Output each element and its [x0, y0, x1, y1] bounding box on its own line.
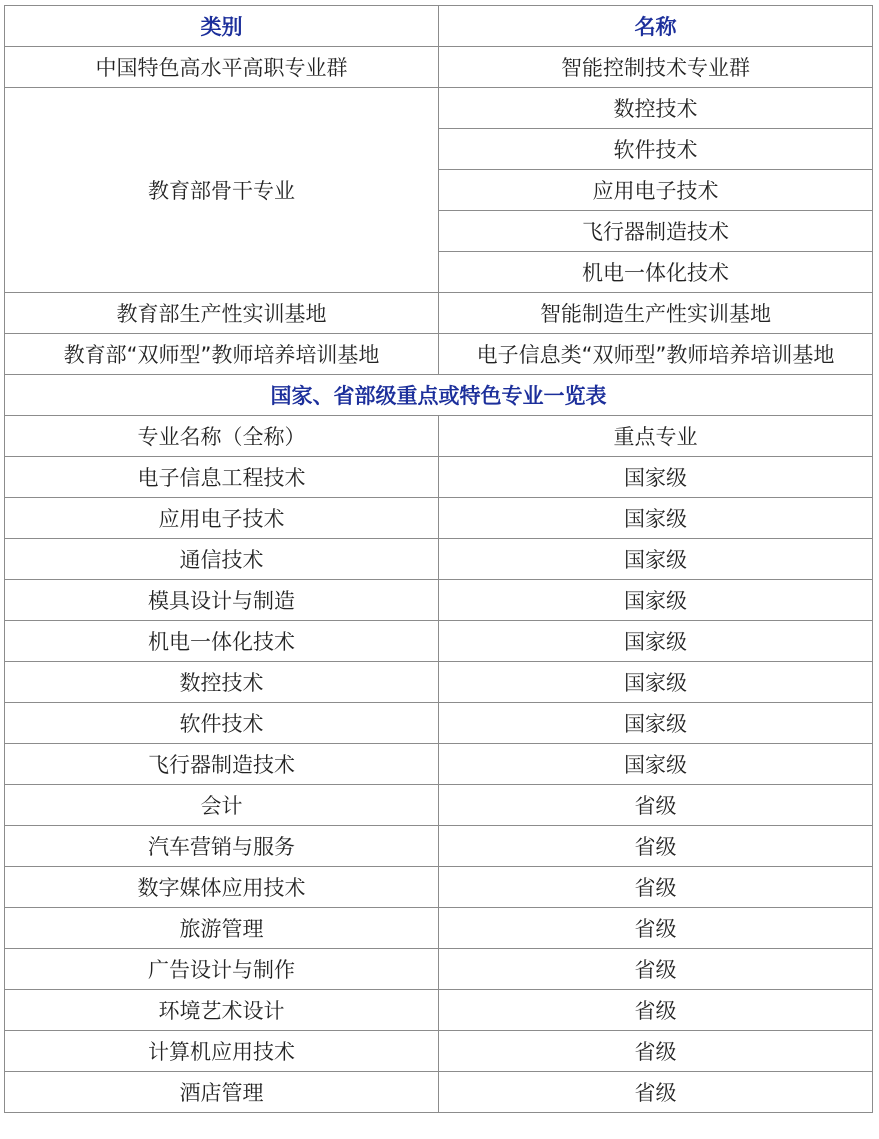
major-level-cell: 国家级 [439, 744, 873, 785]
major-level-cell: 省级 [439, 1072, 873, 1113]
table-row [5, 949, 873, 990]
major-name-cell: 计算机应用技术 [5, 1031, 439, 1072]
table-row [5, 293, 873, 334]
table-row [5, 88, 873, 129]
major-level-cell: 国家级 [439, 498, 873, 539]
table-row [5, 826, 873, 867]
major-level-cell: 省级 [439, 826, 873, 867]
header-row [5, 6, 873, 47]
major-level-cell: 省级 [439, 867, 873, 908]
table-row [5, 1072, 873, 1113]
table-row [5, 703, 873, 744]
table-row [5, 580, 873, 621]
section-title: 国家、省部级重点或特色专业一览表 [5, 375, 873, 416]
major-level-cell: 省级 [439, 949, 873, 990]
table-row [5, 990, 873, 1031]
category-cell: 教育部生产性实训基地 [5, 293, 439, 334]
header-category: 类别 [5, 6, 439, 47]
major-level-cell: 国家级 [439, 703, 873, 744]
major-name-cell: 旅游管理 [5, 908, 439, 949]
table-row [5, 498, 873, 539]
section-title-row [5, 375, 873, 416]
category-cell: 中国特色高水平高职专业群 [5, 47, 439, 88]
major-level-cell: 国家级 [439, 457, 873, 498]
major-name-cell: 通信技术 [5, 539, 439, 580]
major-name-cell: 数控技术 [5, 662, 439, 703]
table-row [5, 1031, 873, 1072]
major-name-cell: 酒店管理 [5, 1072, 439, 1113]
name-cell: 机电一体化技术 [439, 252, 873, 293]
table-row [5, 621, 873, 662]
major-name-cell: 环境艺术设计 [5, 990, 439, 1031]
name-cell: 软件技术 [439, 129, 873, 170]
name-cell: 智能控制技术专业群 [439, 47, 873, 88]
name-cell: 智能制造生产性实训基地 [439, 293, 873, 334]
major-name-cell: 电子信息工程技术 [5, 457, 439, 498]
major-name-cell: 机电一体化技术 [5, 621, 439, 662]
major-name-cell: 模具设计与制造 [5, 580, 439, 621]
major-name-cell: 软件技术 [5, 703, 439, 744]
table-row [5, 457, 873, 498]
subheader-key-major: 重点专业 [439, 416, 873, 457]
header-name: 名称 [439, 6, 873, 47]
table-row [5, 744, 873, 785]
name-cell: 数控技术 [439, 88, 873, 129]
category-cell: 教育部“双师型”教师培养培训基地 [5, 334, 439, 375]
name-cell: 飞行器制造技术 [439, 211, 873, 252]
major-level-cell: 省级 [439, 1031, 873, 1072]
major-level-cell: 省级 [439, 785, 873, 826]
major-name-cell: 飞行器制造技术 [5, 744, 439, 785]
major-level-cell: 省级 [439, 990, 873, 1031]
majors-list [5, 457, 873, 1113]
major-level-cell: 国家级 [439, 662, 873, 703]
table-row [5, 662, 873, 703]
category-cell-backbone: 教育部骨干专业 [5, 88, 439, 293]
table-row [5, 867, 873, 908]
name-cell: 应用电子技术 [439, 170, 873, 211]
majors-table [4, 5, 873, 1113]
major-name-cell: 会计 [5, 785, 439, 826]
major-name-cell: 广告设计与制作 [5, 949, 439, 990]
name-cell: 电子信息类“双师型”教师培养培训基地 [439, 334, 873, 375]
major-level-cell: 省级 [439, 908, 873, 949]
table-row [5, 47, 873, 88]
table-row [5, 908, 873, 949]
major-level-cell: 国家级 [439, 580, 873, 621]
subheader-major-name: 专业名称（全称） [5, 416, 439, 457]
major-level-cell: 国家级 [439, 539, 873, 580]
table-body [5, 6, 873, 457]
subheader-row [5, 416, 873, 457]
major-level-cell: 国家级 [439, 621, 873, 662]
major-name-cell: 数字媒体应用技术 [5, 867, 439, 908]
major-name-cell: 汽车营销与服务 [5, 826, 439, 867]
table-row [5, 334, 873, 375]
major-name-cell: 应用电子技术 [5, 498, 439, 539]
table-row [5, 539, 873, 580]
table-row [5, 785, 873, 826]
